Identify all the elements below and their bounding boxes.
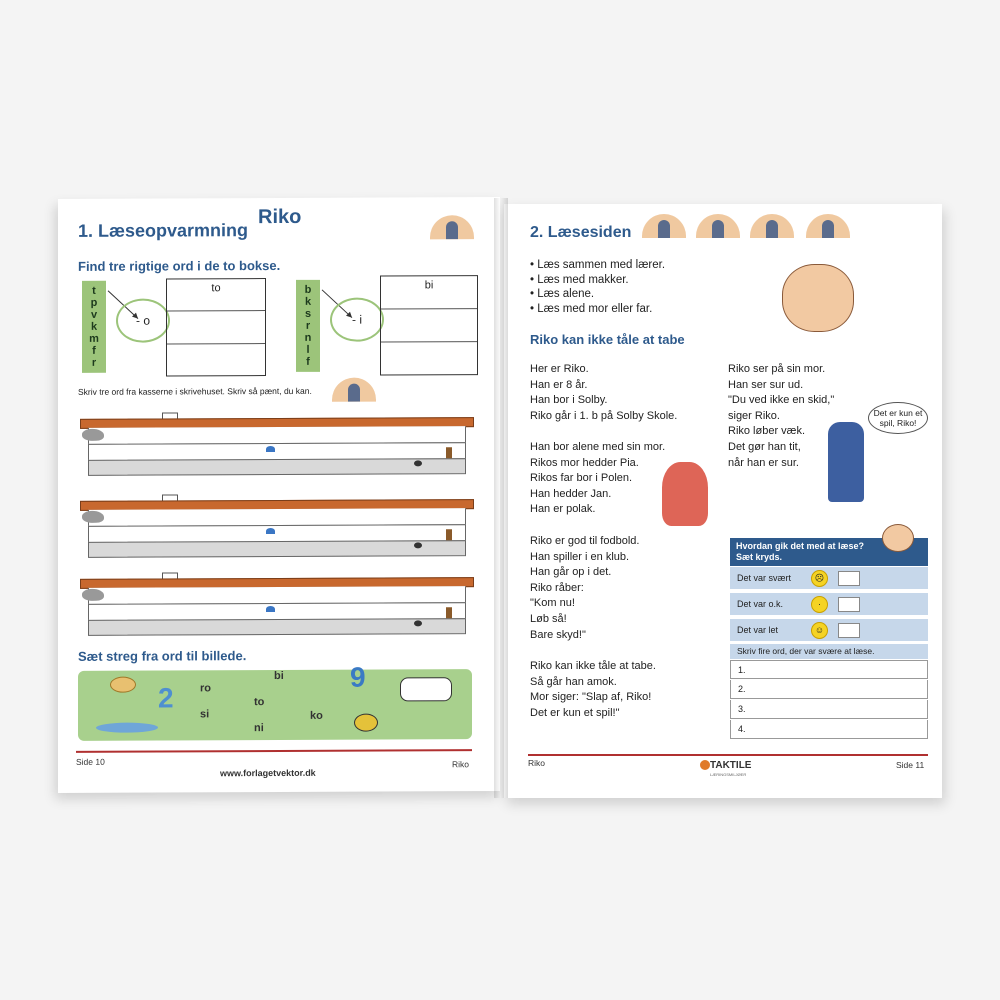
mother-illustration (828, 422, 864, 502)
door-icon (446, 447, 452, 458)
writing-line-bottom[interactable] (88, 458, 466, 476)
reading-teacher-icon (430, 215, 474, 239)
bee-icon (354, 714, 378, 732)
writing-house[interactable] (80, 499, 472, 563)
sieve-icon (110, 677, 136, 693)
checkbox[interactable] (838, 623, 860, 638)
lamp-icon (266, 606, 275, 612)
suffix-circle-b: - i (330, 298, 384, 342)
number-nine: 9 (350, 661, 366, 693)
happy-face-icon: ☺ (811, 622, 828, 639)
match-word[interactable]: bi (274, 669, 284, 683)
word-box-row[interactable]: bi (381, 276, 477, 309)
mouse-icon (82, 429, 104, 441)
mouse-icon (82, 589, 104, 601)
footer-url[interactable]: www.forlagetvektor.dk (220, 767, 316, 779)
writing-child-icon (332, 378, 376, 402)
match-word[interactable]: ni (254, 722, 264, 735)
matching-panel (78, 661, 472, 741)
write-line[interactable]: 2. (730, 680, 928, 699)
story-title: Riko kan ikke tåle at tabe (530, 332, 685, 347)
evaluation-row[interactable]: Det var o.k. · (730, 593, 928, 616)
checkbox[interactable] (838, 597, 860, 612)
book-title: Riko (258, 205, 302, 229)
story-paragraph: Her er Riko. Han er 8 år. Han bor i Solby. Riko går i 1. b på Solby Skole. (530, 363, 678, 422)
section-title: 2. Læsesiden (530, 224, 632, 241)
match-word[interactable]: ko (310, 709, 323, 722)
write-line[interactable]: 1. (730, 660, 928, 679)
speech-bubble: Det er kun et spil, Riko! (868, 402, 928, 434)
taktile-logo-icon (700, 760, 710, 770)
number-two: 2 (158, 682, 174, 714)
word-box-b[interactable] (380, 275, 478, 375)
footer-brand-sub: LÆRINGSMILJØER (710, 772, 747, 777)
writing-line-bottom[interactable] (88, 540, 466, 558)
door-icon (446, 607, 452, 618)
lamp-icon (266, 528, 275, 534)
left-page (58, 197, 500, 793)
writing-line-bottom[interactable] (88, 618, 466, 636)
story-paragraph: Han bor alene med sin mor. Rikos mor hedder Pia. Rikos far bor i Polen. Han hedder Jan. Han er polak. (530, 441, 666, 516)
match-word[interactable]: ro (200, 682, 211, 695)
teacher-reading-icon (642, 214, 686, 238)
footer-title: Riko (528, 758, 546, 768)
cow-icon (400, 677, 452, 701)
football-boy-illustration (662, 462, 708, 526)
footer-rule (76, 749, 472, 753)
writing-house[interactable] (80, 577, 472, 641)
write-line[interactable]: 4. (730, 720, 928, 739)
bullet-item: • Læs alene. (530, 288, 595, 300)
family-reading-icon (806, 214, 850, 238)
checkbox[interactable] (838, 571, 860, 586)
spider-icon (414, 542, 422, 548)
word-box-row[interactable] (167, 311, 265, 344)
word-box-row[interactable] (381, 342, 477, 374)
word-box-a[interactable] (166, 278, 266, 376)
match-word[interactable]: to (254, 696, 265, 709)
bullet-item: • Læs sammen med lærer. (530, 259, 666, 271)
story-paragraph: Riko kan ikke tåle at tabe. Så går han amok. Mor siger: "Slap af, Riko! Det er kun et spil!" (530, 660, 656, 719)
footer-title: Riko (452, 759, 470, 770)
bullet-item: • Læs med mor eller far. (530, 302, 653, 315)
section-title: 1. Læseopvarmning (78, 220, 249, 241)
write-line[interactable]: 3. (730, 700, 928, 719)
write-words-label: Skriv fire ord, der var svære at læse. (730, 644, 928, 659)
story-paragraph: Riko er god til fodbold. Han spiller i en klub. Han går op i det. Riko råber: "Kom nu! Løb så! Bare skyd!" (530, 535, 640, 641)
boat-icon (96, 723, 158, 733)
right-page (504, 204, 942, 798)
mouse-icon (82, 511, 104, 523)
evaluation-header: Hvordan gik det med at læse? Sæt kryds. (730, 538, 928, 566)
reading-instructions (530, 258, 665, 316)
spider-icon (414, 460, 422, 466)
sad-face-icon: ☹ (811, 570, 828, 587)
evaluation-row[interactable]: Det var svært ☹ (730, 567, 928, 590)
partners-reading-icon (696, 214, 740, 238)
match-word[interactable]: si (200, 708, 210, 721)
task1-heading: Find tre rigtige ord i de to bokse. (78, 257, 281, 274)
word-box-row[interactable] (167, 344, 265, 376)
suffix-circle-a: - o (116, 298, 170, 342)
alone-reading-icon (750, 214, 794, 238)
neutral-face-icon: · (811, 596, 828, 613)
letter-strip-a: t p v k m f r (82, 281, 106, 373)
word-box-row[interactable]: to (167, 279, 265, 312)
story-paragraph: Riko ser på sin mor. Han ser sur ud. "Du ved ikke en skid," siger Riko. Riko løber væk. Det gør han tit, når han er sur. (728, 363, 835, 469)
instruction-text: Skriv tre ord fra kasserne i skrivehuset. Skriv så pænt, du kan. (78, 385, 312, 397)
word-box-row[interactable] (381, 309, 477, 342)
book-spine (494, 198, 508, 798)
footer-page-number: Side 11 (896, 760, 925, 770)
footer-rule (528, 754, 928, 756)
bullet-item: • Læs med makker. (530, 273, 629, 286)
evaluation-row[interactable]: Det var let ☺ (730, 619, 928, 642)
workbook-spread (58, 198, 942, 798)
spider-icon (414, 620, 422, 626)
writing-house[interactable] (80, 417, 472, 481)
task2-heading: Sæt streg fra ord til billede. (78, 648, 247, 664)
lamp-icon (266, 446, 275, 452)
reading-boy-icon (882, 524, 914, 552)
door-icon (446, 529, 452, 540)
footer-page-number: Side 10 (76, 756, 105, 767)
footer-brand: TAKTILE (710, 760, 752, 771)
angry-boy-illustration (782, 264, 854, 332)
letter-strip-b: b k s r n l f (296, 280, 320, 372)
